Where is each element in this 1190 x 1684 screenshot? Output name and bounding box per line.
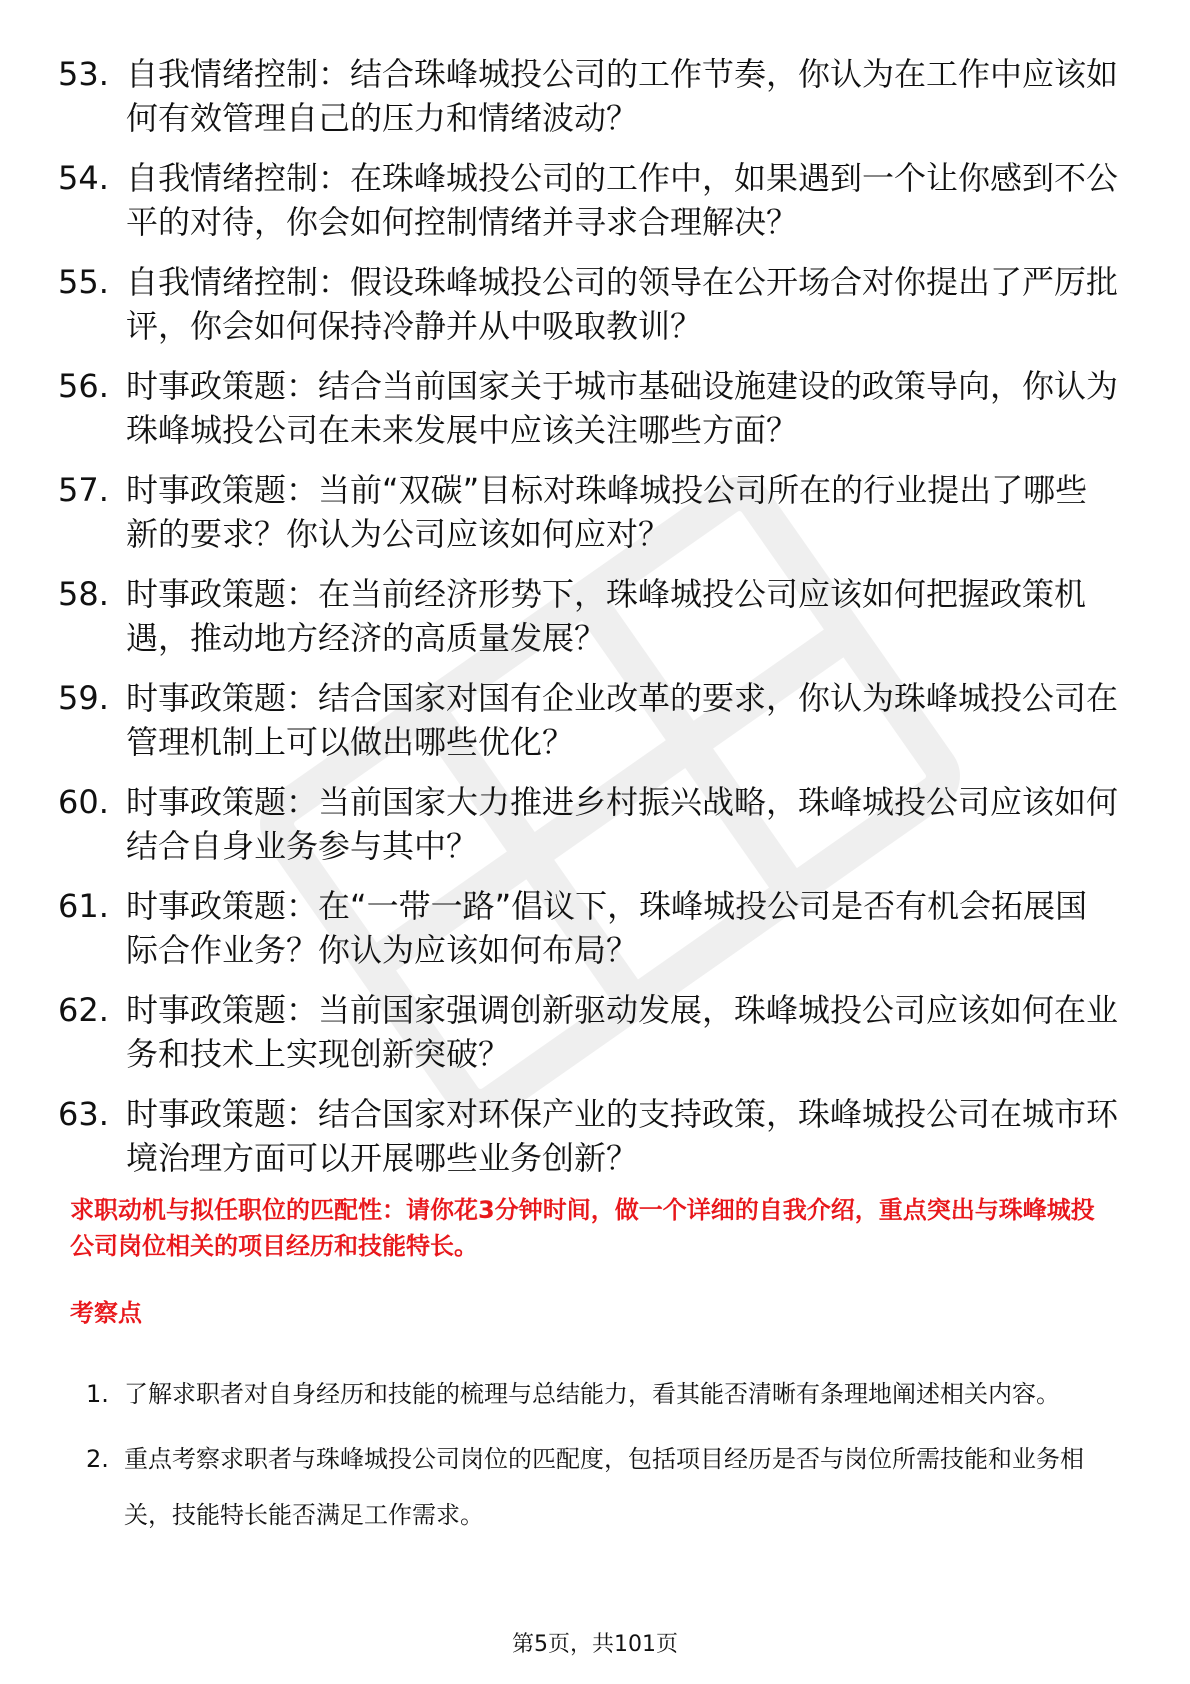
assessment-point	[86, 1366, 1116, 1422]
question-item	[58, 52, 1118, 156]
question-text: 时事政策题：当前“双碳”目标对珠峰城投公司所在的行业提出了哪些新的要求？你认为公司应该如何应对？	[126, 471, 1088, 553]
question-number: 59.	[58, 679, 109, 717]
assessment-points-list	[86, 1366, 1116, 1552]
point-number: 2.	[86, 1445, 109, 1473]
question-number: 58.	[58, 575, 109, 613]
question-text: 自我情绪控制：结合珠峰城投公司的工作节奏，你认为在工作中应该如何有效管理自己的压力和情绪波动？	[126, 55, 1119, 137]
question-item	[58, 988, 1118, 1092]
question-item	[58, 156, 1118, 260]
question-item	[58, 884, 1118, 988]
question-item	[58, 468, 1118, 572]
question-text: 时事政策题：当前国家大力推进乡村振兴战略，珠峰城投公司应该如何结合自身业务参与其中？	[126, 783, 1119, 865]
question-item	[58, 780, 1118, 884]
question-item	[58, 364, 1118, 468]
interview-prompt: 求职动机与拟任职位的匹配性：请你花3分钟时间，做一个详细的自我介绍，重点突出与珠峰城投公司岗位相关的项目经历和技能特长。	[70, 1196, 1095, 1260]
question-number: 63.	[58, 1095, 109, 1133]
question-number: 53.	[58, 55, 109, 93]
point-text: 了解求职者对自身经历和技能的梳理与总结能力，看其能否清晰有条理地阐述相关内容。	[124, 1380, 1060, 1408]
question-item	[58, 260, 1118, 364]
question-text: 时事政策题：在“一带一路”倡议下，珠峰城投公司是否有机会拓展国际合作业务？你认为应该如何布局？	[126, 887, 1088, 969]
question-item	[58, 1092, 1118, 1196]
question-text: 时事政策题：结合国家对国有企业改革的要求，你认为珠峰城投公司在管理机制上可以做出哪些优化？	[126, 679, 1119, 761]
point-number: 1.	[86, 1380, 109, 1408]
question-item	[58, 572, 1118, 676]
question-number: 54.	[58, 159, 109, 197]
assessment-point	[86, 1431, 1116, 1543]
question-text: 自我情绪控制：在珠峰城投公司的工作中，如果遇到一个让你感到不公平的对待，你会如何控制情绪并寻求合理解决？	[126, 159, 1119, 241]
question-list	[58, 52, 1118, 1196]
question-number: 62.	[58, 991, 109, 1029]
question-number: 57.	[58, 471, 109, 509]
question-number: 60.	[58, 783, 109, 821]
question-text: 时事政策题：在当前经济形势下，珠峰城投公司应该如何把握政策机遇，推动地方经济的高质量发展？	[126, 575, 1087, 657]
question-text: 时事政策题：结合当前国家关于城市基础设施建设的政策导向，你认为珠峰城投公司在未来发展中应该关注哪些方面？	[126, 367, 1119, 449]
question-number: 61.	[58, 887, 109, 925]
question-number: 55.	[58, 263, 109, 301]
question-text: 时事政策题：结合国家对环保产业的支持政策，珠峰城投公司在城市环境治理方面可以开展哪些业务创新？	[126, 1095, 1119, 1177]
page-footer: 第5页，共101页	[512, 1632, 678, 1657]
question-number: 56.	[58, 367, 109, 405]
question-text: 时事政策题：当前国家强调创新驱动发展，珠峰城投公司应该如何在业务和技术上实现创新突破？	[126, 991, 1119, 1073]
point-text: 重点考察求职者与珠峰城投公司岗位的匹配度，包括项目经历是否与岗位所需技能和业务相关，技能特长能否满足工作需求。	[124, 1445, 1084, 1529]
question-item	[58, 676, 1118, 780]
question-text: 自我情绪控制：假设珠峰城投公司的领导在公开场合对你提出了严厉批评，你会如何保持冷静并从中吸取教训？	[126, 263, 1119, 345]
section-title: 考察点	[70, 1299, 142, 1327]
